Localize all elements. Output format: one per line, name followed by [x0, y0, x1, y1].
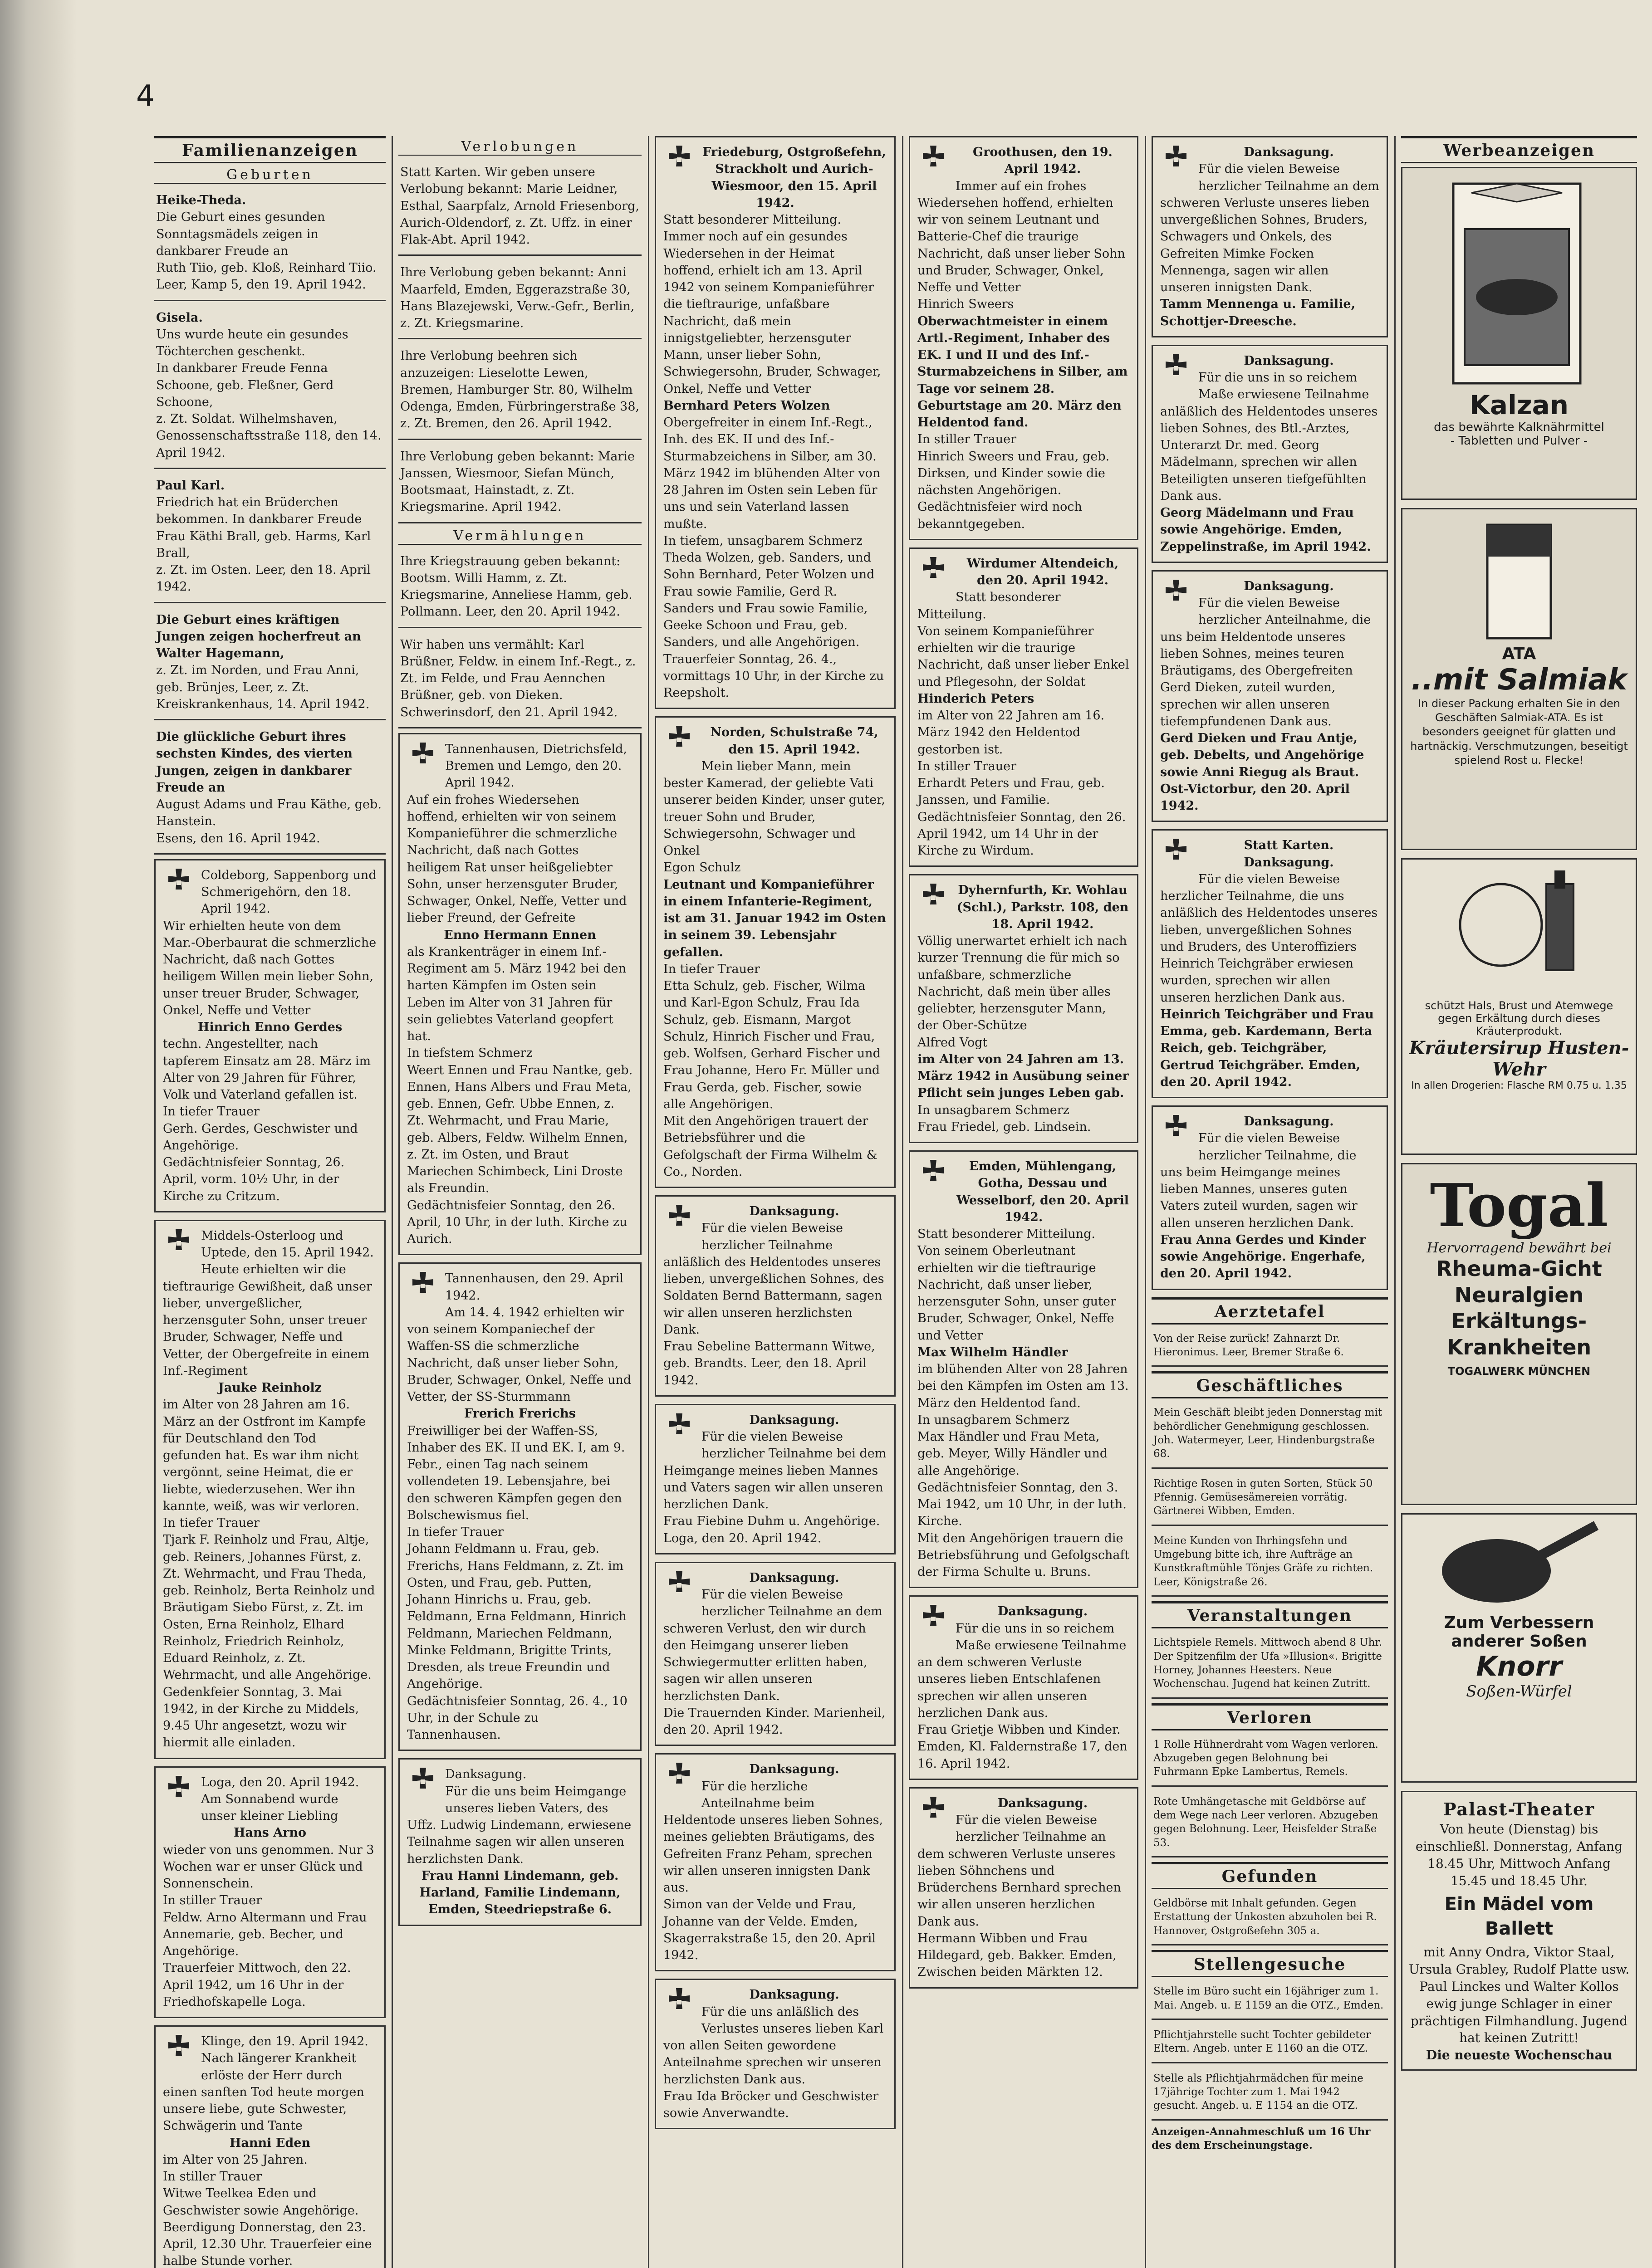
togal-conditions: Rheuma-Gicht Neuralgien Erkältungs-Krankheiten: [1436, 1256, 1602, 1359]
ad-line: 1 Rolle Hühnerdraht vom Wagen verloren. Abzugeben gegen Belohnung bei Fuhrmann Epke Lambertus, Remels.: [1153, 1738, 1378, 1778]
classified-ad: Von der Reise zurück! Zahnarzt Dr. Hieronimus. Leer, Bremer Straße 6.: [1152, 1328, 1388, 1367]
ad-line: Frau Fiebine Duhm u. Angehörige. Loga, den 20. April 1942.: [663, 1514, 880, 1545]
ad-line: Danksagung.: [445, 1767, 527, 1782]
ad-line: Tjark F. Reinholz und Frau, Altje, geb. Reiners, Johannes Fürst, z. Zt. Wehrmacht, und Frau Theda, geb. Reinholz, Berta Reinholz und Bräutigam Siebo Fürst, z. Zt. im Osten, Erna Reinholz, Elhard Reinholz, Friedrich Reinholz, Eduard Reinholz, z. Zt. Wehrmacht, und alle Angehörige.: [163, 1533, 375, 1682]
death-notice: [655, 716, 896, 1188]
iron-cross-icon: [663, 1203, 695, 1235]
ad-line: Immer noch auf ein gesundes Wiedersehen in der Heimat hoffend, erhielt ich am 13. April 1942 von seinem Kompanieführer die tieftraurige, unfaßbare Nachricht, daß mein innigstgeliebter, herzensguter Mann, unser lieber Sohn, Schwiegersohn, Bruder, Schwager, Onkel, Neffe und Vetter: [663, 230, 881, 396]
ad-line: Völlig unerwartet erhielt ich nach kurzer Trennung die für mich so unfaßbare, schmerzliche Nachricht, daß mein über alles geliebter, herzensguter Mann, der Ober-Schütze: [917, 934, 1127, 1033]
death-notice: [655, 1404, 896, 1554]
ad-line: Immer auf ein frohes Wiedersehen hoffend, erhielten wir von seinem Leutnant und Batterie-Chef die traurige Nachricht, daß unser lieber Sohn und Bruder, Schwager, Onkel, Neffe und Vetter: [917, 179, 1125, 294]
ad-line: Groothusen, den 19. April 1942.: [973, 145, 1113, 176]
ad-line: Gedächtnisfeier Sonntag, den 26. April 1942, um 14 Uhr in der Kirche zu Wirdum.: [917, 810, 1126, 858]
iron-cross-icon: [407, 1270, 439, 1302]
ad-line: Von seinem Oberleutnant erhielten wir die tieftraurige Nachricht, daß unser lieber, herzensguter Sohn, unser guter Bruder, Schwager, Onkel, Neffe und Vetter: [917, 1244, 1116, 1343]
ad-line: Mein lieber Mann, mein bester Kamerad, der geliebte Vati unserer beiden Kinder, unser guter, treuer Sohn und Bruder, Schwiegersohn, Schwager und Onkel: [663, 759, 885, 858]
ad-line: Ihre Kriegstrauung geben bekannt: Bootsm. Willi Hamm, z. Zt. Kriegsmarine, Anneliese Hamm, geb. Pollmann. Leer, den 20. April 1942.: [400, 554, 632, 619]
iron-cross-icon: [1160, 1113, 1192, 1145]
death-notice: [909, 136, 1138, 540]
death-notice: [655, 1195, 896, 1397]
ad-line: Wir haben uns vermählt: Karl Brüßner, Feldw. in einem Inf.-Regt., z. Zt. im Felde, und Frau Aennchen Brüßner, geb. von Dieken. Schwerinsdorf, den 21. April 1942.: [400, 637, 636, 719]
ad-line: Meine Kunden von Ihrhingsfehn und Umgebung bitte ich, ihre Aufträge an Kunstkraftmühle Tönjes Gräfe zu richten. Leer, Königstraße 26.: [1153, 1535, 1373, 1588]
death-notice: [655, 1979, 896, 2129]
ad-line: Johann Feldmann u. Frau, geb. Frerichs, Hans Feldmann, z. Zt. im Osten, und Frau, geb. Putten, Johann Hinrichs u. Frau, geb. Feldmann, Erna Feldmann, Hinrich Feldmann, Mariechen Feldmann, Minke Feldmann, Brigitte Trints, Dresden, als treue Freundin und Angehörige.: [407, 1542, 627, 1691]
ad-line: Witwe Teelkea Eden und Geschwister sowie Angehörige.: [163, 2186, 359, 2218]
ad-line: Jauke Reinholz: [218, 1381, 322, 1395]
ad-line: Auf ein frohes Wiedersehen hoffend, erhielten wir von seinem Kompanieführer die schmerzliche Nachricht, daß nach Gottes heiligem Rat unser heißgeliebter Sohn, unser herzensguter Bruder, Schwager, Onkel, Neffe, Vetter und lieber Freund, der Gefreite: [407, 792, 627, 925]
ad-line: Simon van der Velde und Frau, Johanne van der Velde. Emden, Skagerrakstraße 15, den 20. April 1942.: [663, 1897, 876, 1962]
ad-line: Gedenkfeier Sonntag, 3. Mai 1942, in der Kirche zu Middels, 9.45 Uhr angesetzt, wozu wir hiermit alle einladen.: [163, 1685, 359, 1750]
column-rule: [1394, 136, 1396, 2268]
classified-ad: [1152, 1402, 1388, 1468]
iron-cross-icon: [663, 1412, 695, 1443]
section-header-stellengesuche: Stellengesuche: [1152, 1950, 1388, 1977]
death-notice: [909, 1595, 1138, 1780]
engagement-announcement: [398, 445, 642, 523]
iron-cross-icon: [917, 1795, 949, 1827]
ad-line: Etta Schulz, geb. Fischer, Wilma und Karl-Egon Schulz, Frau Ida Schulz, geb. Eismann, Margot Schulz, Hinrich Fischer und Frau, geb. Wolfsen, Gerhard Fischer und Frau Johanne, Hero Fr. Müller und Frau Gerda, geb. Fischer, sowie alle Angehörigen.: [663, 979, 881, 1111]
ad-line: Stelle im Büro sucht ein 16jähriger zum 1. Mai. Angeb. u. E 1159 an die OTZ., Emden.: [1153, 1985, 1384, 2011]
ad-line: im Alter von 24 Jahren am 13. März 1942 in Ausübung seiner Pflicht sein junges Leben gab.: [917, 1052, 1129, 1100]
ad-line: Für die uns beim Heimgange unseres lieben Vaters, des Uffz. Ludwig Lindemann, erwiesene Teilnahme sagen wir allen unseren herzlichsten Dank.: [407, 1784, 632, 1866]
ad-line: In tiefem, unsagbarem Schmerz: [663, 533, 863, 548]
ad-line: Hermann Wibben und Frau Hildegard, geb. Bakker. Emden, Zwischen beiden Märkten 12.: [917, 1931, 1117, 1980]
ad-line: Am 14. 4. 1942 erhielten wir von seinem Kompaniechef der Waffen-SS die schmerzliche Nachricht, daß unser lieber Sohn, Bruder, Schwager, Onkel, Neffe und Vetter, der SS-Sturmmann: [407, 1305, 632, 1404]
iron-cross-icon: [663, 724, 695, 756]
ad-line: Danksagung.: [749, 1570, 839, 1585]
ad-line: Dyhernfurth, Kr. Wohlau (Schl.), Parkstr. 108, den 18. April 1942.: [956, 883, 1129, 931]
ad-line: Friedeburg, Ostgroßefehn, Strackholt und Aurich-Wiesmoor, den 15. April 1942.: [702, 145, 886, 210]
ad-line: Für die vielen Beweise herzlicher Teilnahme an dem schweren Verluste unseres lieben Söhnchens und Brüderchens Bernhard sprechen wir allen unseren herzlichen Dank aus.: [917, 1813, 1121, 1929]
iron-cross-icon: [163, 1227, 195, 1259]
ad-line: als Krankenträger in einem Inf.-Regiment am 5. März 1942 bei den harten Kämpfen im Osten sein Leben im Alter von 31 Jahren für sein geliebtes Vaterland geopfert hat.: [407, 944, 627, 1043]
thank-you-notice: [1152, 1105, 1388, 1290]
page-number: 4: [136, 79, 155, 113]
ad-line: Alfred Vogt: [917, 1035, 988, 1050]
column-3: [650, 136, 900, 2268]
theater-note: Die neueste Wochenschau: [1426, 2048, 1613, 2063]
ad-line: im blühenden Alter von 28 Jahren bei den Kämpfen im Osten am 13. März den Heldentod fand.: [917, 1362, 1129, 1410]
ad-line: Frau Anna Gerdes und Kinder sowie Angehörige. Engerhafe, den 20. April 1942.: [1160, 1232, 1366, 1281]
ad-line: Frau Grietje Wibben und Kinder. Emden, Kl. Faldernstraße 17, den 16. April 1942.: [917, 1723, 1127, 1771]
ata-slogan: ..mit Salmiak: [1411, 663, 1627, 697]
iron-cross-icon: [407, 1766, 439, 1798]
ad-line: Statt besonderer Mitteilung.: [663, 213, 842, 227]
ad-line: Paul Karl.: [156, 478, 225, 493]
column-rule: [648, 136, 649, 2268]
ad-line: Trauerfeier Sonntag, 26. 4., vormittags 10 Uhr, in der Kirche zu Reepsholt.: [663, 652, 884, 700]
ad-line: In tiefer Trauer: [163, 1105, 260, 1119]
ad-line: Die glückliche Geburt ihres sechsten Kindes, des vierten Jungen, zeigen in dankbarer Freude an: [156, 730, 353, 795]
iron-cross-icon: [917, 1158, 949, 1190]
ad-line: Für die uns in so reichem Maße erwiesene Teilnahme an dem schweren Verluste unseres lieben Entschlafenen sprechen wir allen unseren herzlichen Dank aus.: [917, 1621, 1127, 1720]
ad-line: Theda Wolzen, geb. Sanders, und Sohn Bernhard, Peter Wolzen und Frau sowie Familie, Gerd R. Sanders und Frau sowie Familie, Geeke Schoon und Frau, geb. Sanders, und alle Angehörigen.: [663, 551, 875, 650]
ad-line: Gerd Dieken und Frau Antje, geb. Debelts, und Angehörige sowie Anni Riegug als Braut. Ost-Victorbur, den 20. April 1942.: [1160, 731, 1364, 813]
death-notice: [154, 1766, 386, 2019]
ad-line: Danksagung.: [997, 1604, 1088, 1619]
iron-cross-icon: [1160, 837, 1192, 869]
ad-line: Hinrich Sweers: [917, 297, 1014, 312]
ad-line: Egon Schulz: [663, 860, 741, 875]
iron-cross-icon: [407, 741, 439, 772]
wedding-announcement: [398, 549, 642, 628]
ad-line: Hinrich Enno Gerdes: [197, 1020, 343, 1034]
birth-announcement: [154, 474, 386, 603]
ad-line: Danksagung.: [1244, 1114, 1334, 1129]
column-rule: [392, 136, 393, 2268]
engagement-announcement: [398, 260, 642, 339]
ad-line: Gisela.: [156, 310, 203, 325]
section-header-familienanzeigen: Familienanzeigen: [154, 136, 386, 163]
knorr-product: Soßen-Würfel: [1466, 1682, 1572, 1701]
ad-line: Gedächtnisfeier Sonntag, 26. 4., 10 Uhr, in der Schule zu Tannenhausen.: [407, 1694, 627, 1742]
ad-line: In tiefer Trauer: [663, 962, 760, 976]
iron-cross-icon: [163, 867, 195, 899]
ad-line: Danksagung.: [749, 1762, 839, 1777]
ad-line: Uns wurde heute ein gesundes Töchterchen geschenkt.: [156, 327, 348, 358]
book-binding-shadow: [0, 0, 77, 2268]
classified-ad: [1152, 1981, 1388, 2020]
ata-package-illustration: [1469, 516, 1569, 643]
ad-line: Pflichtjahrstelle sucht Tochter gebildeter Eltern. Angeb. unter E 1160 an die OTZ.: [1153, 2028, 1371, 2055]
ad-line: Oberwachtmeister in einem Artl.-Regiment, Inhaber des EK. I und II und des Inf.-Sturmabzeichens in Silber, am Tage vor seinem 28. Geburtstage am 20. März den Heldentod fand.: [917, 314, 1128, 430]
death-notice: [398, 733, 642, 1256]
ad-line: In unsagbarem Schmerz: [917, 1103, 1069, 1117]
ad-line: In tiefer Trauer: [407, 1525, 504, 1539]
theater-header: Palast-Theater: [1443, 1799, 1595, 1819]
ad-line: In unsagbarem Schmerz: [917, 1413, 1069, 1427]
iron-cross-icon: [663, 1569, 695, 1601]
thank-you-notice: [1152, 136, 1388, 337]
iron-cross-icon: [663, 144, 695, 176]
ad-line: Für die vielen Beweise herzlicher Teilnahme, die uns beim Heimgange meines lieben Mannes, unseres guten Vaters zuteil wurden, sagen wir allen unseren herzlichen Dank.: [1160, 1131, 1358, 1230]
iron-cross-icon: [663, 1986, 695, 2018]
ad-line: Heute erhielten wir die tieftraurige Gewißheit, daß unser lieber, unvergeßlicher, herzensguter Sohn, unser treuer Bruder, Schwager, Neffe und Vetter, der Obergefreite in einem Inf.-Regiment: [163, 1262, 372, 1378]
ad-line: Nach längerer Krankheit erlöste der Herr durch einen sanften Tod heute morgen unsere liebe, gute Schwester, Schwägerin und Tante: [163, 2051, 364, 2133]
classified-ad: [1152, 2024, 1388, 2063]
engagement-announcement: [398, 160, 642, 256]
thank-you-notice: [1152, 570, 1388, 822]
ad-line: Danksagung.: [749, 1204, 839, 1218]
knorr-text: Zum Verbessern anderer Soßen: [1444, 1613, 1594, 1651]
wedding-announcement: [398, 633, 642, 728]
ad-line: Tannenhausen, Dietrichsfeld, Bremen und Lemgo, den 20. April 1942.: [445, 742, 627, 790]
kalzan-box-illustration: [1444, 175, 1594, 388]
subheader-geburten: Geburten: [154, 167, 386, 184]
section-header-geschaeftliches: Geschäftliches: [1152, 1371, 1388, 1398]
ad-line: Ruth Tiio, geb. Kloß, Reinhard Tiio.: [156, 261, 377, 275]
column-6: [1397, 136, 1642, 2268]
iron-cross-icon: [917, 144, 949, 176]
death-notice: [909, 874, 1138, 1143]
birth-announcement: [154, 188, 386, 301]
brand-knorr: Knorr: [1476, 1651, 1562, 1682]
ad-line: Danksagung.: [1244, 353, 1334, 368]
ad-line: Für die uns in so reichem Maße erwiesene Teilnahme anläßlich des Heldentodes unseres lieben Sohnes, des Btl.-Arztes, Unterarzt Dr. med. Georg Mädelmann, sprechen wir allen Beteiligten unseren tiefgefühlten Dank aus.: [1160, 371, 1378, 503]
section-header-veranstaltungen: Veranstaltungen: [1152, 1601, 1388, 1628]
thank-you-notice: [1152, 829, 1388, 1098]
ad-line: Statt besonderer Mitteilung.: [917, 1227, 1096, 1241]
footer-note: Anzeigen-Annahmeschluß um 16 Uhr des dem Erscheinungstage.: [1152, 2125, 1371, 2152]
ad-line: Für die vielen Beweise herzlicher Teilnahme an dem schweren Verluste unseres lieben unvergeßlichen Sohnes, Bruders, Schwagers und Onkels, des Gefreiten Mimke Focken Mennenga, sagen wir allen unseren innigsten Dank.: [1160, 162, 1379, 294]
ad-line: Für die vielen Beweise herzlicher Teilnahme anläßlich des Heldentodes unseres lieben, unvergeßlichen Sohnes, des Soldaten Bernd Battermann, sagen wir allen unseren herzlichsten Dank.: [663, 1221, 884, 1337]
column-4: [904, 136, 1143, 2268]
iron-cross-icon: [163, 2033, 195, 2065]
ad-line: Rote Umhängetasche mit Geldbörse auf dem Wege nach Leer verloren. Abzugeben gegen Belohnung. Leer, Heisfelder Straße 53.: [1153, 1795, 1378, 1849]
ad-line: Gerh. Gerdes, Geschwister und Angehörige.: [163, 1121, 358, 1153]
classified-ad: [1152, 1473, 1388, 1526]
section-header-gefunden: Gefunden: [1152, 1862, 1388, 1889]
ad-line: Für die vielen Beweise herzlicher Teilnahme bei dem Heimgange meines lieben Mannes und Vaters sagen wir allen unseren herzlichen Dank.: [663, 1430, 887, 1511]
ad-line: Heike-Theda.: [156, 193, 246, 207]
ad-line: Hans Arno: [233, 1826, 307, 1840]
ad-line: Hinrich Sweers und Frau, geb. Dirksen, und Kinder sowie die nächsten Angehörigen.: [917, 449, 1110, 497]
ad-line: im Alter von 22 Jahren am 16. März 1942 den Heldentod gestorben ist.: [917, 709, 1105, 757]
ad-line: Die Geburt eines kräftigen Jungen zeigen hocherfreut an Walter Hagemann,: [156, 612, 361, 660]
ad-line: Für die uns anläßlich des Verlustes unseres lieben Karl von allen Seiten gewordene Anteilnahme sprechen wir unseren herzlichsten Dank aus.: [663, 2004, 884, 2087]
ad-line: Coldeborg, Sappenborg und Schmerigehörn, den 18. April 1942.: [201, 868, 377, 916]
theater-cast: mit Anny Ondra, Viktor Staal, Ursula Grabley, Rudolf Platte usw. Paul Linckes und Walter Kollos ewig junge Schlager in einer prächtigen Filmhandlung. Jugend hat keinen Zutritt!: [1408, 1945, 1630, 2046]
section-header-verloren: Verloren: [1152, 1703, 1388, 1730]
theater-times: Von heute (Dienstag) bis einschließl. Donnerstag, Anfang 18.45 Uhr, Mittwoch Anfang 15.45 und 18.45 Uhr.: [1415, 1822, 1623, 1888]
ad-line: Frau Ida Bröcker und Geschwister sowie Anverwandte.: [663, 2089, 879, 2120]
ad-line: Leer, Kamp 5, den 19. April 1942.: [156, 278, 366, 292]
ad-line: Weert Ennen und Frau Nantke, geb. Ennen, Hans Albers und Frau Meta, geb. Ennen, Gefr. Ubbe Ennen, z. Zt. Wehrmacht, und Frau Marie, geb. Albers, Feldw. Wilhelm Ennen, z. Zt. im Osten, und Braut Mariechen Schimbeck, Lini Droste als Freundin.: [407, 1063, 633, 1196]
ad-line: Klinge, den 19. April 1942.: [201, 2034, 368, 2048]
iron-cross-icon: [1160, 144, 1192, 176]
ad-line: Frau Hanni Lindemann, geb. Harland, Familie Lindemann, Emden, Steedriepstraße 6.: [419, 1868, 621, 1917]
classified-ad: Lichtspiele Remels. Mittwoch abend 8 Uhr. Der Spitzenfilm der Ufa »Illusion«. Brigitte Horney, Johannes Heesters. Neue Wochenschau. Jugend hat keinen Zutritt.: [1152, 1632, 1388, 1698]
ad-line: Für die vielen Beweise herzlicher Teilnahme, die uns anläßlich des Heldentodes unseres lieben, unvergeßlichen Sohnes und Bruders, des Unteroffiziers Heinrich Teichgräber erwiesen wurden, sprechen wir allen unseren herzlichen Dank aus.: [1160, 872, 1378, 1005]
ad-line: Hinderich Peters: [917, 691, 1034, 706]
ad-line: Frau Friedel, geb. Lindsein.: [917, 1119, 1091, 1134]
ad-line: Danksagung.: [749, 1988, 839, 2002]
kalzan-tagline: das bewährte Kalknährmittel: [1434, 420, 1604, 434]
brand-ata: ATA: [1502, 645, 1536, 663]
ad-line: Ihre Verlobung geben bekannt: Marie Janssen, Wiesmoor, Siefan Münch, Bootsmaat, Hainstadt, z. Zt. Kriegsmarine. April 1942.: [400, 449, 635, 514]
togal-subline: Hervorragend bewährt bei: [1427, 1240, 1612, 1256]
ad-line: Die Geburt eines gesunden Sonntagsmädels zeigen in dankbarer Freude an: [156, 210, 325, 258]
death-notice: [398, 1262, 642, 1751]
ad-line: Statt besonderer Mitteilung.: [917, 590, 1061, 621]
ad-line: August Adams und Frau Käthe, geb. Hanstein.: [156, 797, 382, 829]
ad-line: Max Wilhelm Händler: [917, 1345, 1068, 1359]
ad-line: Friedrich hat ein Brüderchen bekommen. In dankbarer Freude Frau Käthi Brall, geb. Harms, Karl Brall,: [156, 495, 371, 560]
column-rule: [902, 136, 903, 2268]
subheader-vermaehlungen: Vermählungen: [398, 528, 642, 545]
ad-line: wieder von uns genommen. Nur 3 Wochen war er unser Glück und Sonnenschein.: [163, 1843, 374, 1891]
ad-line: Gedächtnisfeier Sonntag, den 26. April, 10 Uhr, in der luth. Kirche zu Aurich.: [407, 1198, 627, 1246]
ad-line: Bernhard Peters Wolzen: [663, 398, 830, 413]
ad-line: im Alter von 25 Jahren.: [163, 2152, 308, 2167]
ad-line: Hanni Eden: [229, 2136, 311, 2150]
birth-announcement: [154, 306, 386, 469]
ad-togal: [1401, 1163, 1637, 1505]
ad-line: Danksagung.: [749, 1413, 839, 1427]
ad-line: Richtige Rosen in guten Sorten, Stück 50 Pfennig. Gemüsesämereien vorrätig. Gärtnerei Wibben, Emden.: [1153, 1477, 1373, 1517]
ad-line: im Alter von 28 Jahren am 16. März an der Ostfront im Kampfe für Deutschland den Tod gefunden hat. Es war ihm nicht vergönnt, seine Heimat, die er liebte, wiederzusehen. Wer ihn kannte, weiß, was wir verloren.: [163, 1398, 366, 1513]
ad-line: Mein Geschäft bleibt jeden Donnerstag mit behördlicher Genehmigung geschlossen. Joh. Watermeyer, Leer, Hindenburgstraße 68.: [1153, 1407, 1382, 1460]
iron-cross-icon: [917, 1603, 949, 1635]
ad-line: Statt Karten. Danksagung.: [1244, 838, 1334, 870]
classified-ad: [1152, 2068, 1388, 2121]
ad-line: In stiller Trauer: [917, 432, 1017, 447]
classified-ad: [1152, 1734, 1388, 1787]
ad-line: In dankbarer Freude Fenna Schoone, geb. Fleßner, Gerd Schoone,: [156, 361, 334, 409]
ad-line: Heinrich Teichgräber und Frau Emma, geb. Kardemann, Berta Reich, geb. Teichgräber, Gertrud Teichgräber. Emden, den 20. April 1942.: [1160, 1007, 1374, 1089]
section-header-aerztetafel: Aerztetafel: [1152, 1297, 1388, 1325]
ad-line: Danksagung.: [997, 1796, 1088, 1810]
ad-palast-theater: [1401, 1791, 1637, 2071]
iron-cross-icon: [917, 555, 949, 587]
classified-ad: Geldbörse mit Inhalt gefunden. Gegen Erstattung der Unkosten abzuholen bei R. Hannover, Ostgroßefehn 305 a.: [1152, 1893, 1388, 1945]
ad-line: Mit den Angehörigen trauern die Betriebsführung und Gefolgschaft der Firma Schulte u. Bruns.: [917, 1531, 1130, 1579]
ad-line: Tannenhausen, den 29. April 1942.: [445, 1271, 624, 1303]
death-notice: [154, 2025, 386, 2268]
husten-text: schützt Hals, Brust und Atemwege gegen Erkältung durch dieses Kräuterprodukt.: [1425, 999, 1613, 1037]
iron-cross-icon: [663, 1761, 695, 1793]
ad-line: Von seinem Kompanieführer erhielten wir die traurige Nachricht, daß unser lieber Enkel und Pflegesohn, der Soldat: [917, 624, 1129, 689]
ad-line: Für die vielen Beweise herzlicher Anteilnahme, die uns beim Heldentode unseres lieben Sohnes, meines teuren Bräutigams, des Obergefreiten Gerd Dieken, zuteil wurden, sprechen wir allen unseren tiefempfundenen Dank aus.: [1160, 596, 1371, 728]
ad-line: Freiwilliger bei der Waffen-SS, Inhaber des EK. II und EK. I, am 9. Febr., einen Tag nach seinem vollendeten 19. Lebensjahre, bei den schweren Kämpfen gegen den Bolschewismus fiel.: [407, 1423, 625, 1522]
ad-line: Mit den Angehörigen trauert der Betriebsführer und die Gefolgschaft der Firma Wilhelm & Co., Norden.: [663, 1114, 877, 1179]
section-header-werbeanzeigen: Werbeanzeigen: [1401, 136, 1637, 163]
ata-text: In dieser Packung erhalten Sie in den Geschäften Salmiak-ATA. Es ist besonders geeignet für glatten und hartnäckig. Verschmutzungen, beseitigt spielend Rost u. Flecke!: [1410, 697, 1628, 767]
thank-you-notice: [1152, 345, 1388, 563]
ad-line: In tiefer Trauer: [163, 1516, 260, 1530]
ad-line: Am Sonnabend wurde unser kleiner Liebling: [201, 1792, 338, 1823]
ad-line: Georg Mädelmann und Frau sowie Angehörige. Emden, Zeppelinstraße, im April 1942.: [1160, 506, 1371, 554]
ad-ata: [1401, 508, 1637, 850]
brand-kalzan: Kalzan: [1469, 390, 1569, 420]
ad-line: Beerdigung Donnerstag, den 23. April, 12.30 Uhr. Trauerfeier eine halbe Stunde vorher.: [163, 2220, 372, 2268]
iron-cross-icon: [917, 882, 949, 914]
ad-line: Danksagung.: [1244, 145, 1334, 159]
man-with-bottle-illustration: [1446, 866, 1592, 997]
ad-line: Norden, Schulstraße 74, den 15. April 1942.: [710, 725, 878, 757]
spoon-illustration: [1437, 1521, 1601, 1612]
iron-cross-icon: [1160, 352, 1192, 384]
death-notice: [398, 1758, 642, 1926]
ad-line: Obergefreiter in einem Inf.-Regt., Inh. des EK. II und des Inf.-Sturmabzeichens in Silber, am 30. März 1942 im blühenden Alter von 28 Jahren im Osten sein Leben für uns und sein Vaterland lassen mußte.: [663, 415, 881, 531]
brand-togal: Togal: [1430, 1171, 1608, 1240]
ad-line: Für die herzliche Anteilnahme beim Heldentode unseres lieben Sohnes, meines geliebten Bräutigams, des Gefreiten Franz Peham, sprechen wir allen unseren innigsten Dank aus.: [663, 1779, 883, 1895]
ad-line: Statt Karten. Wir geben unsere Verlobung bekannt: Marie Leidner, Esthal, Saarpfalz, Arnold Friesenborg, Aurich-Oldendorf, z. Zt. Uffz. in einer Flak-Abt. April 1942.: [400, 165, 640, 247]
birth-announcement: [154, 608, 386, 721]
husten-subline: In allen Drogerien: Flasche RM 0.75 u. 1.35: [1411, 1080, 1627, 1091]
classified-ad: [1152, 1791, 1388, 1857]
ad-line: Frerich Frerichs: [464, 1407, 576, 1421]
brand-husten-wehr: Kräutersirup Husten-Wehr: [1409, 1037, 1629, 1080]
theater-film-title: Ein Mädel vom Ballett: [1444, 1894, 1594, 1940]
ad-line: z. Zt. im Osten. Leer, den 18. April 1942.: [156, 563, 371, 594]
ad-line: Leutnant und Kompanieführer in einem Infanterie-Regiment, ist am 31. Januar 1942 im Osten in seinem 39. Lebensjahr gefallen.: [663, 877, 886, 959]
ad-line: Gedächtnisfeier Sonntag, 26. April, vorm. 10½ Uhr, in der Kirche zu Critzum.: [163, 1155, 345, 1203]
column-rule: [1145, 136, 1146, 2268]
ad-line: Trauerfeier Mittwoch, den 22. April 1942, um 16 Uhr in der Friedhofskapelle Loga.: [163, 1961, 351, 2009]
death-notice: [909, 1150, 1138, 1588]
birth-announcement: [154, 725, 386, 855]
ad-line: Stelle als Pflichtjahrmädchen für meine 17jährige Tochter zum 1. Mai 1942 gesucht. Angeb. u. E 1154 an die OTZ.: [1153, 2072, 1363, 2112]
ad-line: Gedächtnisfeier wird noch bekanntgegeben.: [917, 500, 1082, 531]
ad-line: In stiller Trauer: [917, 759, 1017, 773]
ad-line: Gedächtnisfeier Sonntag, den 3. Mai 1942, um 10 Uhr, in der luth. Kirche.: [917, 1480, 1127, 1529]
ad-line: Ihre Verlobung beehren sich anzuzeigen: Lieselotte Lewen, Bremen, Hamburger Str. 80, Wilhelm Odenga, Emden, Fürbringerstraße 38, z. Zt. Bremen, den 26. April 1942.: [400, 349, 640, 431]
death-notice: [655, 1753, 896, 1971]
ad-line: Die Trauernden Kinder. Marienheil, den 20. April 1942.: [663, 1706, 886, 1737]
ad-line: Feldw. Arno Altermann und Frau Annemarie, geb. Becher, und Angehörige.: [163, 1910, 367, 1958]
engagement-announcement: [398, 344, 642, 440]
death-notice: [655, 136, 896, 709]
death-notice: [154, 1220, 386, 1759]
subheader-verlobungen: Verlobungen: [398, 139, 642, 156]
death-notice: [909, 547, 1138, 867]
iron-cross-icon: [1160, 578, 1192, 610]
ad-line: Enno Hermann Ennen: [444, 928, 596, 942]
column-2: [394, 136, 646, 2268]
death-notice: [655, 1562, 896, 1746]
togal-maker: TOGALWERK MÜNCHEN: [1447, 1365, 1591, 1378]
ad-line: z. Zt. im Norden, und Frau Anni, geb. Brünjes, Leer, z. Zt. Kreiskrankenhaus, 14. April 1942.: [156, 663, 370, 711]
ad-line: z. Zt. Soldat. Wilhelmshaven, Genossenschaftsstraße 118, den 14. April 1942.: [156, 412, 382, 460]
ad-line: Danksagung.: [1244, 579, 1334, 593]
ad-line: Middels-Osterloog und Uptede, den 15. April 1942.: [201, 1228, 374, 1260]
ad-line: Max Händler und Frau Meta, geb. Meyer, Willy Händler und alle Angehörige.: [917, 1430, 1108, 1478]
ad-line: Loga, den 20. April 1942.: [201, 1775, 359, 1789]
ad-line: Esens, den 16. April 1942.: [156, 831, 320, 846]
classified-ad: [1152, 1530, 1388, 1597]
ad-line: Emden, Mühlengang, Gotha, Dessau und Wesselborf, den 20. April 1942.: [956, 1159, 1129, 1224]
ad-line: Wirdumer Altendeich, den 20. April 1942.: [966, 556, 1119, 587]
iron-cross-icon: [163, 1774, 195, 1806]
ad-line: techn. Angestellter, nach tapferem Einsatz am 28. März im Alter von 29 Jahren für Führer, Volk und Vaterland gefallen ist.: [163, 1037, 371, 1102]
ad-knorr: [1401, 1513, 1637, 1783]
ad-line: Ihre Verlobung geben bekannt: Anni Maarfeld, Emden, Eggerazstraße 30, Hans Blazejewski, Verw.-Gefr., Berlin, z. Zt. Kriegsmarine.: [400, 265, 635, 330]
death-notice: [154, 859, 386, 1212]
ad-line: Wir erhielten heute von dem Mar.-Oberbaurat die schmerzliche Nachricht, daß nach Gottes heiligem Willen mein lieber Sohn, unser treuer Bruder, Schwager, Onkel, Neffe und Vetter: [163, 919, 377, 1017]
column-1: [150, 136, 390, 2268]
death-notice: [909, 1787, 1138, 1989]
ad-line: Frau Sebeline Battermann Witwe, geb. Brandts. Leer, den 18. April 1942.: [663, 1339, 875, 1388]
ad-kalzan: [1401, 167, 1637, 500]
ad-line: Für die vielen Beweise herzlicher Teilnahme an dem schweren Verlust, den wir durch den Heimgang unserer lieben Schwiegermutter erlitten haben, sagen wir allen unseren herzlichsten Dank.: [663, 1588, 882, 1703]
ad-line: In tiefstem Schmerz: [407, 1046, 533, 1061]
ad-line: Erhardt Peters und Frau, geb. Janssen, und Familie.: [917, 776, 1105, 807]
column-5: [1147, 136, 1392, 2268]
ad-husten-wehr: [1401, 858, 1637, 1155]
kalzan-subline: - Tabletten und Pulver -: [1450, 434, 1588, 448]
ad-line: In stiller Trauer: [163, 2170, 262, 2184]
ad-line: In stiller Trauer: [163, 1893, 262, 1908]
ad-line: Tamm Mennenga u. Familie, Schottjer-Dreesche.: [1160, 297, 1355, 328]
